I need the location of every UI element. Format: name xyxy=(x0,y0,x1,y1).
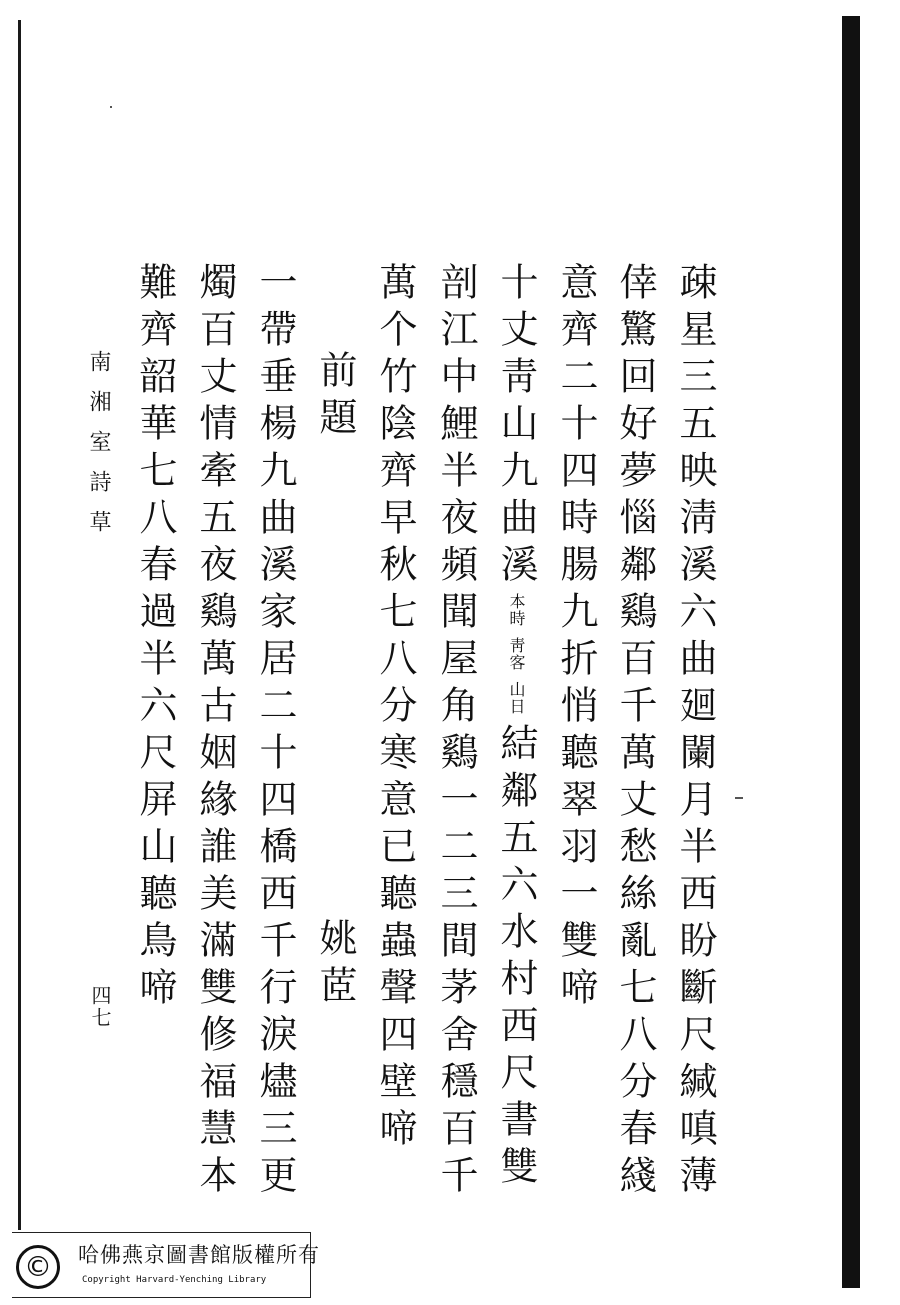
poem-column-4-text-b: 結鄰五六水村西尺書雙 xyxy=(494,723,538,1193)
interlinear-note xyxy=(497,593,535,715)
poem-column-9: 難齊韶華七八春過半六尺屏山聽鳥啼 xyxy=(133,262,177,1014)
page-border-line xyxy=(18,20,21,1230)
copyright-icon: © xyxy=(16,1245,60,1289)
poem-column-4-text-a: 十丈靑山九曲溪 xyxy=(494,262,538,591)
poem-title: 前題 xyxy=(313,350,357,444)
poem-column-6: 萬个竹陰齊早秋七八分寒意已聽蟲聲四壁啼 xyxy=(373,262,417,1155)
copyright-stamp xyxy=(12,1232,320,1298)
note-line-2: 靑客 xyxy=(507,637,526,671)
poem-column-5: 剖江中鯉半夜頻聞屋角鷄一二三間茅舍穩百千 xyxy=(434,262,478,1202)
poem-column-7: 一帶垂楊九曲溪家居二十四橋西千行淚燼三更 xyxy=(253,262,297,1202)
copyright-text-english: Copyright Harvard-Yenching Library xyxy=(82,1275,267,1285)
poem-column-8: 燭百丈情牽五夜鷄萬古姻緣誰美滿雙修福慧本 xyxy=(193,262,237,1202)
poem-column-4 xyxy=(494,262,538,1193)
book-title: 南湘室詩草 xyxy=(86,350,111,550)
poem-column-2: 倖驚回好夢惱鄰鷄百千萬丈愁絲亂七八分春綫 xyxy=(613,262,657,1202)
scan-speck xyxy=(735,797,743,799)
scan-edge-shadow xyxy=(842,16,860,1288)
scan-speck xyxy=(110,106,112,108)
note-line-1: 本時 xyxy=(507,593,526,627)
copyright-text-chinese: 哈佛燕京圖書館版權所有 xyxy=(78,1243,320,1267)
note-line-3: 山日 xyxy=(507,681,526,715)
poem-author: 姚茝 xyxy=(313,918,357,1012)
page-number: 四七 xyxy=(88,985,112,1029)
poem-column-3: 意齊二十四時腸九折悄聽翠羽一雙啼 xyxy=(554,262,598,1014)
poem-column-1: 疎星三五映淸溪六曲廻闌月半西盼斷尺緘嗔薄 xyxy=(673,262,717,1202)
